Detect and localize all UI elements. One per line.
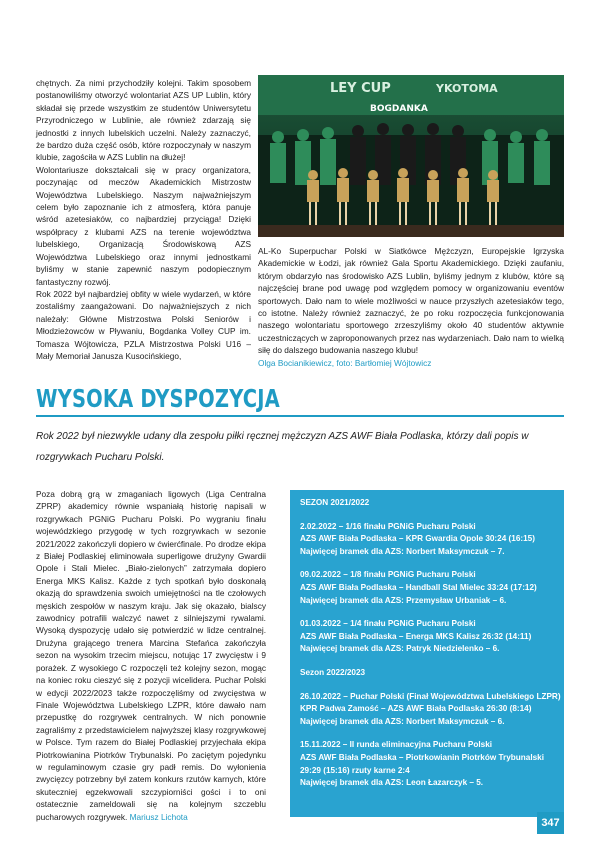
result-line: 15.11.2022 – II runda eliminacyjna Pucharu Polski	[300, 740, 493, 750]
result-line: Najwięcej bramek dla AZS: Norbert Maksymczuk – 6.	[300, 716, 505, 726]
page-number: 347	[537, 812, 564, 834]
photo-caption-column	[258, 245, 564, 369]
result-line: AZS AWF Biała Podlaska – Handball Stal Mielec 33:24 (17:12)	[300, 582, 537, 592]
result-line: Najwięcej bramek dla AZS: Leon Łazarczyk – 5.	[300, 778, 484, 788]
banner-text-3: BOGDANKA	[370, 104, 428, 114]
result-block	[300, 739, 554, 789]
result-line: 2.02.2022 – 1/16 finału PGNiG Pucharu Polski	[300, 521, 476, 531]
result-line: Najwięcej bramek dla AZS: Patryk Niedzielenko – 6.	[300, 644, 500, 654]
result-block	[300, 569, 554, 607]
volunteers-photo	[258, 75, 564, 237]
result-line: AZS AWF Biała Podlaska – KPR Gwardia Opole 30:24 (16:15)	[300, 534, 535, 544]
article-body-text	[36, 488, 266, 823]
section-lead: Rok 2022 był niezwykle udany dla zespołu piłki ręcznej mężczyzn AZS AWF Biała Podlaska, którzy dali popis w rozgrywkach Pucharu Polski.	[36, 431, 529, 463]
caption-author: Olga Bocianikiewicz, foto: Bartłomiej Wójtowicz	[258, 357, 432, 368]
season-title-1: SEZON 2021/2022	[300, 498, 370, 507]
intro-paragraph-3: Rok 2022 był najbardziej obfity w wiele wydarzeń, w które zostaliśmy zaangażowani. Do najważniejszych z nich należały: Główne Mistrzostwa Polski Seniorów i Młodzieżowców w Pływaniu, Bogdanka Volley CUP im. Tomasza Wójtowicza, PZLA Mistrzostwa Polski U16 – Mały Memoriał Janusza Kusocińskiego,	[36, 288, 251, 361]
caption-text: AL-Ko Superpuchar Polski w Siatkówce Mężczyzn, Europejskie Igrzyska Akademickie w Łodzi, jak również Gala Sportu Akademickiego. Dzięki zaufaniu, którym obdarzyło nas środowisko AZS Lublin, byliśmy jednym z klubów, które są najczęściej brane pod uwagę pod względem pomocy w organizowaniu eventów sportowych. Dało nam to wiele możliwości w nauce przyszłych azetesiaków tego, co istotne. Należy również zaznaczyć, że po roku rozpoczęcia funkcjonowania naszego wolontariatu sportowego zrzeszyliśmy około 40 studentów aktywnie uczestniczących w zaproponowanych przez nas wydarzeniach. Dało nam to wielką siłę do dalszego budowania naszego klubu!	[258, 246, 564, 356]
intro-paragraph-1: chętnych. Za nimi przychodziły kolejni. Takim sposobem postanowiliśmy otworzyć wolontariat AZS UP Lublin, który składał się przede wszystkim ze studentów Uniwersytetu Przyrodniczego w Lublinie, ale również zdarzają się jednostki z innych lubelskich uczelni. Należy zaznaczyć, że bardzo duża część osób, które rozpoczynały w naszym klubie, zagościła w AZS Lublin na dłużej!	[36, 78, 251, 163]
result-line: 01.03.2022 – 1/4 finału PGNiG Pucharu Polski	[300, 619, 476, 629]
article-author: Mariusz Lichota	[129, 811, 188, 822]
article-body: Poza dobrą grą w zmaganiach ligowych (Liga Centralna ZPRP) akademicy równie wspaniałą historię napisali w rozgrywkach PGNiG Pucharu Polski. Po wygraniu finału wojewódzkiego przygodę w tych rozgrywkach w sezonie 2021/2022 zakończyli dopiero w ćwierćfinale. Po drodze ekipa z Białej Podlaskiej eliminowała superligowe drużyny Gwardii Opole i Stali Mielec. „Biało-zielonych” zatrzymała dopiero Energa MKS Kalisz. Każde z tych spotkań było doskonałą okazją do sprawdzenia swoich umiejętności na tle czołowych męskich zespołów w naszym kraju. Jak się okazało, bialscy zawodnicy potrafili walczyć nawet z silniejszymi rywalami. Wysoką dyspozycję udało się potwierdzić w lidze centralnej. Drużyna grającego trenera Marcina Stefańca zakończyła sezon na wysokim trzecim miejscu, notując 17 zwycięstw i 9 porażek. Z wysokiego C rozpoczęli też kolejny sezon, mogąc na koniec roku cieszyć się z pozycji wicelidera. Puchar Polski w edycji 2022/2023 także rozpoczęliśmy od zwycięstwa w Finale Województwa Lubelskiego LZPR, które dawało nam przepustkę do rozgrywek centralnych. W nich ponownie zagraliśmy z przedstawicielem najwyższej klasy rozgrywkowej w Polsce. Tym razem do Białej Podlaskiej przyjechała ekipa Piotrkowianina Piotrków Trybunalski. Po zaciętym pojedynku w regulaminowym czasie gry padł remis. Do wyłonienia zwycięzcy potrzebny był zatem konkurs rzutów karnych, które skuteczniej egzekwowali szczypiorniści gości i to oni ostatecznie zameldowali się na kolejnym szczeblu pucharowych rozgrywek.	[36, 489, 266, 822]
result-line: AZS AWF Biała Podlaska – Piotrkowianin Piotrków Trybunalski	[300, 752, 545, 762]
intro-column	[36, 77, 251, 362]
result-line: 29:29 (15:16) rzuty karne 2:4	[300, 765, 410, 775]
section-title: WYSOKA DYSPOZYCJA	[36, 384, 280, 413]
intro-paragraph-2: Wolontariusze dokształcali się w pracy organizatora, poczynając od meczów Akademickich Mistrzostw Województwa Lubelskiego. Naszym najważniejszym celem było zapoznanie ich z atmosferą, która panuje wśród azetesiaków, co najbardziej przyciąga! Dzięki współpracy z klubami AZS na terenie województwa lubelskiego, Organizacją Środowiskową AZS Województwa Lubelskiego oraz innymi jednostkami byliśmy w stanie zapewnić naszym podopiecznym fantastyczny rozwój.	[36, 164, 251, 287]
result-line: Najwięcej bramek dla AZS: Przemysław Urbaniak – 6.	[300, 595, 507, 605]
result-block	[300, 691, 561, 729]
banner-text-2: YKOTOMA	[436, 82, 498, 95]
result-block	[300, 521, 554, 559]
article-body-column	[36, 488, 266, 823]
season-results-box	[290, 490, 564, 817]
result-line: KPR Padwa Zamość – AZS AWF Biała Podlaska 26:30 (8:14)	[300, 704, 532, 714]
result-line: 26.10.2022 – Puchar Polski (Finał Województwa Lubelskiego LZPR)	[300, 691, 561, 701]
volunteers-photo-illustration	[258, 75, 564, 237]
result-line: 09.02.2022 – 1/8 finału PGNiG Pucharu Polski	[300, 570, 476, 580]
section-divider	[36, 415, 564, 417]
result-line: AZS AWF Biała Podlaska – Energa MKS Kalisz 26:32 (14:11)	[300, 631, 532, 641]
season-title-2: Sezon 2022/2023	[300, 667, 366, 677]
result-block	[300, 618, 554, 656]
banner-text: LEY CUP	[330, 81, 391, 96]
result-line: Najwięcej bramek dla AZS: Norbert Maksymczuk – 7.	[300, 546, 505, 556]
